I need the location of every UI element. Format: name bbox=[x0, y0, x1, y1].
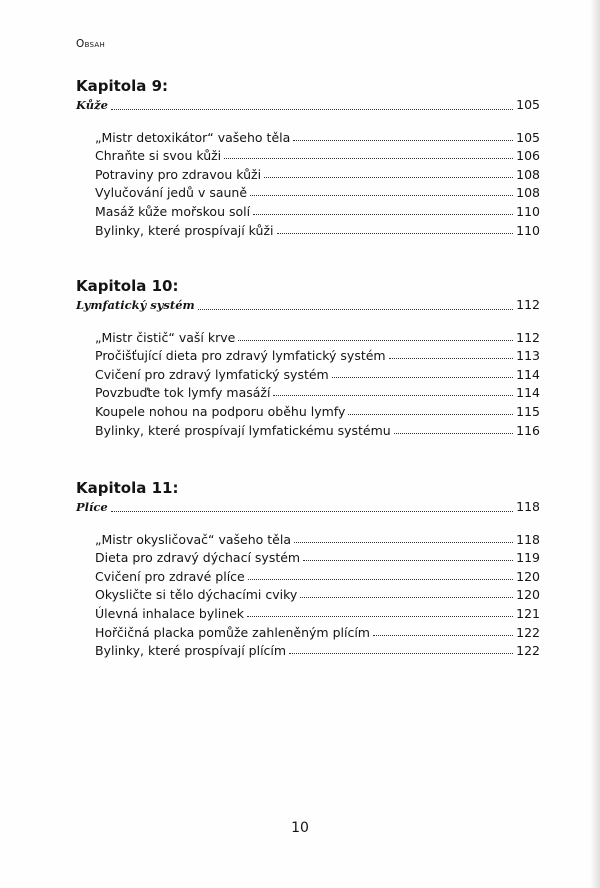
entry-page: 120 bbox=[516, 568, 540, 584]
chapter-page: 118 bbox=[516, 499, 540, 514]
leader-dots bbox=[394, 433, 513, 434]
entry-text: „Mistr detoxikátor“ vašeho těla bbox=[95, 129, 291, 145]
entry-text: Chraňte si svou kůži bbox=[95, 148, 222, 164]
entry-page: 120 bbox=[516, 587, 540, 603]
entry-text: Bylinky, které prospívají plícím bbox=[95, 643, 287, 659]
toc-entry bbox=[95, 602, 540, 621]
leader-dots bbox=[294, 542, 513, 543]
leader-dots bbox=[289, 653, 513, 654]
leader-dots bbox=[238, 340, 513, 341]
leader-dots bbox=[293, 140, 513, 141]
toc-entry bbox=[95, 126, 540, 145]
chapter-name: Lymfatický systém bbox=[76, 298, 195, 312]
toc-entry bbox=[95, 326, 540, 345]
page-edge-shadow bbox=[590, 0, 600, 888]
entry-page: 113 bbox=[516, 348, 540, 364]
entry-text: Cvičení pro zdravý lymfatický systém bbox=[95, 366, 329, 382]
entry-page: 119 bbox=[516, 550, 540, 566]
leader-dots bbox=[248, 579, 513, 580]
leader-dots bbox=[247, 616, 513, 617]
leader-dots bbox=[224, 158, 513, 159]
chapter-10 bbox=[76, 276, 540, 438]
entry-text: Povzbuďte tok lymfy masáží bbox=[95, 385, 271, 401]
entry-list bbox=[95, 126, 540, 238]
leader-dots bbox=[277, 233, 514, 234]
leader-dots bbox=[348, 414, 513, 415]
entry-page: 114 bbox=[516, 366, 540, 382]
chapter-name: Kůže bbox=[76, 98, 108, 112]
entry-page: 108 bbox=[516, 166, 540, 182]
leader-dots bbox=[198, 309, 513, 310]
leader-dots bbox=[264, 177, 513, 178]
entry-page: 121 bbox=[516, 605, 540, 621]
entry-text: „Mistr čistič“ vaší krve bbox=[95, 329, 236, 345]
leader-dots bbox=[111, 511, 513, 512]
toc-entry bbox=[95, 400, 540, 419]
toc-entry bbox=[95, 547, 540, 566]
leader-dots bbox=[303, 560, 513, 561]
entry-page: 118 bbox=[516, 531, 540, 547]
chapter-heading-line bbox=[76, 296, 540, 314]
leader-dots bbox=[273, 395, 513, 396]
toc-entry bbox=[95, 528, 540, 547]
leader-dots bbox=[332, 377, 513, 378]
leader-dots bbox=[300, 597, 513, 598]
toc-entry bbox=[95, 565, 540, 584]
entry-text: Masáž kůže mořskou solí bbox=[95, 203, 251, 219]
entry-page: 106 bbox=[516, 148, 540, 164]
chapter-9 bbox=[76, 76, 540, 238]
toc-entry bbox=[95, 163, 540, 182]
chapter-title: Kapitola 10: bbox=[76, 277, 179, 295]
entry-text: „Mistr okysličovač“ vašeho těla bbox=[95, 531, 291, 547]
entry-text: Potraviny pro zdravou kůži bbox=[95, 166, 262, 182]
chapter-title: Kapitola 9: bbox=[76, 77, 169, 95]
chapter-title: Kapitola 11: bbox=[76, 479, 179, 497]
entry-page: 116 bbox=[516, 422, 540, 438]
entry-text: Bylinky, které prospívají kůži bbox=[95, 222, 274, 238]
chapter-11 bbox=[76, 478, 540, 658]
chapter-heading-line bbox=[76, 498, 540, 516]
leader-dots bbox=[250, 195, 513, 196]
entry-text: Pročišťující dieta pro zdravý lymfatický systém bbox=[95, 348, 386, 364]
toc-entry bbox=[95, 640, 540, 659]
entry-page: 115 bbox=[516, 403, 540, 419]
entry-page: 110 bbox=[516, 203, 540, 219]
entry-page: 114 bbox=[516, 385, 540, 401]
toc-entry bbox=[95, 621, 540, 640]
entry-text: Úlevná inhalace bylinek bbox=[95, 605, 245, 621]
toc-entry bbox=[95, 382, 540, 401]
leader-dots bbox=[389, 358, 514, 359]
toc-entry bbox=[95, 200, 540, 219]
toc-entry bbox=[95, 182, 540, 201]
toc-entry bbox=[95, 345, 540, 364]
toc-entry bbox=[95, 584, 540, 603]
entry-text: Dieta pro zdravý dýchací systém bbox=[95, 550, 301, 566]
entry-page: 108 bbox=[516, 185, 540, 201]
entry-page: 112 bbox=[516, 329, 540, 345]
entry-text: Koupele nohou na podporu oběhu lymfy bbox=[95, 403, 346, 419]
chapter-name: Plíce bbox=[76, 500, 108, 514]
toc-entry bbox=[95, 419, 540, 438]
entry-text: Okysličte si tělo dýchacími cviky bbox=[95, 587, 298, 603]
chapter-page: 105 bbox=[516, 97, 540, 112]
leader-dots bbox=[373, 635, 513, 636]
leader-dots bbox=[111, 109, 513, 110]
chapter-page: 112 bbox=[516, 297, 540, 312]
entry-list bbox=[95, 528, 540, 658]
chapter-heading-line bbox=[76, 96, 540, 114]
entry-text: Hořčičná placka pomůže zahleněným plícím bbox=[95, 624, 370, 640]
toc-entry bbox=[95, 363, 540, 382]
toc-entry bbox=[95, 145, 540, 164]
entry-page: 105 bbox=[516, 129, 540, 145]
page-number: 10 bbox=[291, 820, 309, 836]
entry-text: Cvičení pro zdravé plíce bbox=[95, 568, 245, 584]
running-head: Obsah bbox=[76, 38, 106, 50]
entry-page: 110 bbox=[516, 222, 540, 238]
entry-page: 122 bbox=[516, 624, 540, 640]
entry-list bbox=[95, 326, 540, 438]
entry-text: Bylinky, které prospívají lymfatickému systému bbox=[95, 422, 391, 438]
entry-page: 122 bbox=[516, 643, 540, 659]
toc-entry bbox=[95, 219, 540, 238]
leader-dots bbox=[253, 214, 513, 215]
entry-text: Vylučování jedů v sauně bbox=[95, 185, 248, 201]
